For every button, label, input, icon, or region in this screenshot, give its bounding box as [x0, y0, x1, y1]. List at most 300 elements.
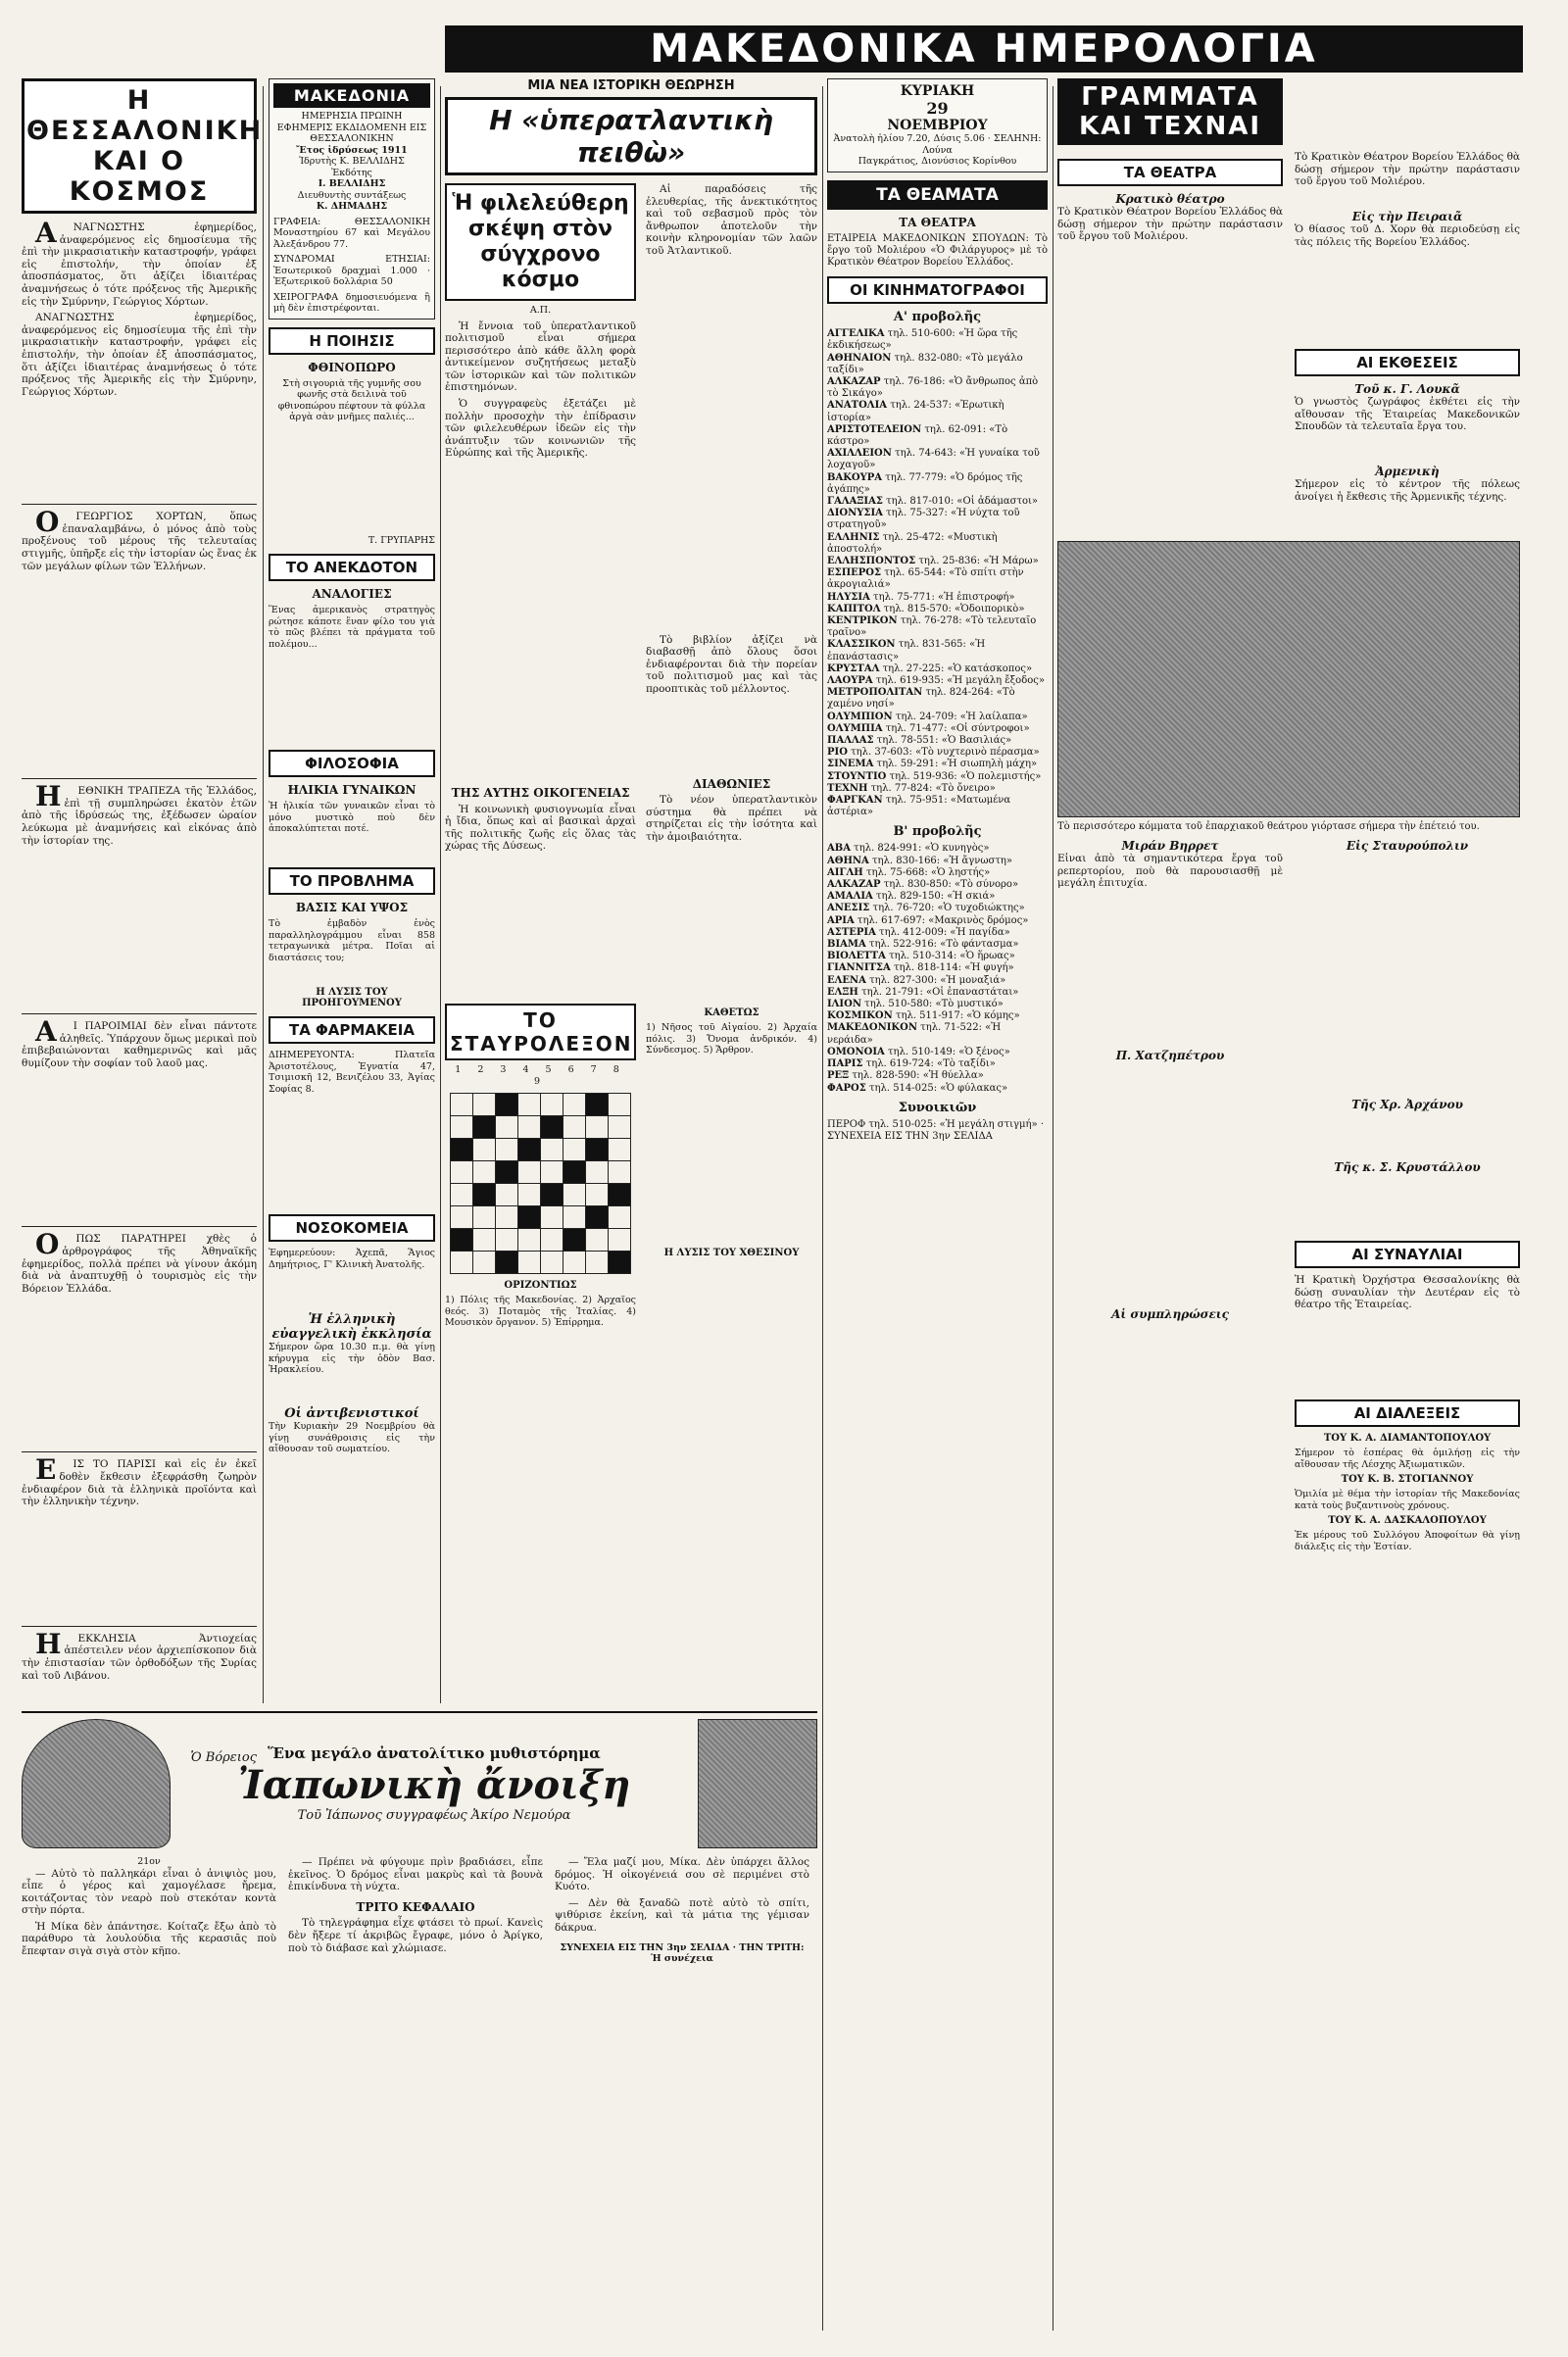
cinema-name: ΜΑΚΕΔΟΝΙΚΟΝ [827, 1022, 917, 1034]
photo-caption: Τὸ περισσότερο κόμματα τοῦ ἐπαρχιακοῦ θεάτρου γιόρτασε σήμερα τὴν ἐπέτειό του. [1057, 821, 1480, 832]
spacer [22, 851, 257, 1007]
lectures-title: ΑΙ ΔΙΑΛΕΞΕΙΣ [1295, 1399, 1520, 1427]
cinema-entry [827, 747, 1048, 759]
theater-sub: ΤΑ ΘΕΑΤΡΑ [899, 215, 976, 229]
serial-paragraph-5: — Ἔλα μαζί μου, Μίκα. Δὲν ὑπάρχει ἄλλος δρόμος. Ἡ οἰκογένειά σου σὲ περιμένει στὸ Κυότο. [555, 1856, 809, 1893]
serial-section [22, 1711, 817, 2340]
cinema-film: τηλ. 830-166: «Ἡ ἄγνωστη» [872, 855, 1012, 866]
cinema-film: τηλ. 37-603: «Τὸ νυχτερινὸ πέρασμα» [851, 747, 1040, 759]
cinema-name: ΟΛΥΜΠΙΟΝ [827, 711, 893, 722]
cinema-name: ΑΣΤΕΡΙΑ [827, 926, 876, 938]
cinema-name: ΟΛΥΜΠΙΑ [827, 722, 883, 734]
lecture1-text: Σήμερον τὸ ἑσπέρας θὰ ὁμιλήσῃ εἰς τὴν αἴθουσαν τῆς Λέσχης Ἀξιωματικῶν. [1295, 1448, 1520, 1470]
cinema-entry [827, 448, 1048, 471]
cinema-name: ΑΛΚΑΖΑΡ [827, 879, 881, 891]
antievangelist: Τὴν Κυριακὴν 29 Νοεμβρίου θὰ γίνῃ συνάθροισις εἰς τὴν αἴθουσαν τοῦ σωματείου. [269, 1421, 435, 1454]
poet: Τ. ΓΡΥΠΑΡΗΣ [368, 534, 435, 546]
tour-text: Ὁ θίασος τοῦ Δ. Χορν θὰ περιοδεύσῃ εἰς τὰς πόλεις τῆς Βορείου Ἑλλάδος. [1295, 223, 1520, 248]
crossword-left [445, 1004, 636, 1329]
cinema-name: ΣΙΝΕΜΑ [827, 759, 874, 770]
cinema-entry [827, 1010, 1048, 1022]
cinema-name: ΛΑΟΥΡΑ [827, 675, 873, 686]
ex2-title: Ἀρμενικὴ [1375, 465, 1440, 478]
crossword-right [646, 1004, 817, 1329]
left-headline-box [22, 78, 264, 214]
cinema-film: τηλ. 829-150: «Ἡ σκιά» [875, 891, 996, 903]
hospital-title: ΝΟΣΟΚΟΜΕΙΑ [269, 1214, 435, 1242]
cinema-name: ΕΛΛΗΝΙΣ [827, 531, 880, 543]
spacer [22, 576, 257, 772]
serial-col-2 [288, 1856, 543, 1965]
solution-label: Η ΛΥΣΙΣ ΤΟΥ ΠΡΟΗΓΟΥΜΕΝΟΥ [302, 987, 402, 1008]
cinema-film: τηλ. 62-091: «Τὸ κάστρο» [827, 423, 1008, 447]
cinema-name: ΑΝΑΤΟΛΙΑ [827, 400, 888, 412]
cinema-film: τηλ. 510-600: «Ἡ ὥρα τῆς ἐκδικήσεως» [827, 328, 1018, 352]
cinema-film: τηλ. 619-935: «Ἡ μεγάλη ἔξοδος» [875, 675, 1045, 686]
philosophy-title: ΦΙΛΟΣΟΦΙΑ [269, 750, 435, 777]
cinema-entry [827, 771, 1048, 783]
cinema-film: τηλ. 21-791: «Οἱ ἐπαναστάται» [861, 986, 1019, 998]
cinema-entry [827, 615, 1048, 639]
serial-installment: 21ον [137, 1856, 161, 1867]
cinema-name: ΡΙΟ [827, 747, 848, 759]
problem-sub: ΒΑΣΙΣ ΚΑΙ ΥΨΟΣ [295, 901, 409, 914]
play-title: Μιράν Βηρρετ [1121, 839, 1219, 853]
serial-columns [22, 1856, 817, 1965]
cinema-name: ΑΝΕΣΙΣ [827, 903, 870, 914]
cinema-entry [827, 353, 1048, 376]
philosophy: Ἡ ἡλικία τῶν γυναικῶν εἶναι τὸ μόνο μυστικὸ ποὺ δὲν ἀποκαλύπτεται ποτέ. [269, 801, 435, 834]
poetry-title: Η ΠΟΙΗΣΙΣ [269, 327, 435, 355]
cinema-film: τηλ. 510-580: «Τὸ μυστικό» [864, 999, 1004, 1010]
cinema-entry [827, 951, 1048, 962]
article-col-2 [646, 183, 817, 994]
cinema-entry [827, 712, 1048, 723]
cinema-name: ΒΙΑΜΑ [827, 939, 866, 951]
cinema-film: τηλ. 59-291: «Ἡ σιωπηλὴ μάχη» [876, 759, 1038, 770]
theaters-column [827, 78, 1048, 1143]
anecdote-sub: ΑΝΑΛΟΓΙΕΣ [312, 587, 392, 601]
cinema-name: ΠΑΡΙΣ [827, 1058, 863, 1070]
arts-upper [1057, 151, 1523, 537]
date-num: 29 [926, 99, 949, 118]
article-headline-box [445, 97, 817, 175]
spacer [1057, 1321, 1283, 1615]
cinema-entry [827, 592, 1048, 604]
cinema-name: ΣΤΟΥΝΤΙΟ [827, 770, 887, 782]
cinema-film: τηλ. 78-551: «Ὁ Βασιλιάς» [876, 735, 1012, 747]
spacer [1057, 1062, 1283, 1307]
publisher-label: Ἐκδότης [331, 167, 372, 178]
arts-header: ΓΡΑΜΜΑΤΑ ΚΑΙ ΤΕΧΝΑΙ [1057, 78, 1283, 145]
crossword-numbers: 1 2 3 4 5 6 7 8 9 [455, 1064, 626, 1087]
cinema-entry [827, 1047, 1048, 1058]
cinema-film: τηλ. 815-570: «Ὁδοιπορικὸ» [883, 603, 1025, 614]
cinema-entry [827, 328, 1048, 352]
serial-kicker: Ἕνα μεγάλο ἀνατολίτικο μυθιστόρημα [268, 1744, 601, 1762]
cinema-name: ΑΡΙΣΤΟΤΕΛΕΙΟΝ [827, 423, 922, 435]
article-col-1 [445, 183, 636, 994]
cinema-name: ΕΛΕΝΑ [827, 974, 866, 986]
cinema-name: ΚΡΥΣΤΑΛ [827, 663, 880, 674]
cinema-entry [827, 939, 1048, 951]
cinema-entry [827, 687, 1048, 711]
ex1-title: Τοῦ κ. Γ. Λουκᾶ [1354, 382, 1460, 396]
lecture2-text: Ὁμιλία μὲ θέμα τὴν ἱστορίαν τῆς Μακεδονίας κατὰ τοὺς βυζαντινοὺς χρόνους. [1295, 1489, 1520, 1511]
anecdote: Ἕνας ἀμερικανὸς στρατηγὸς ρώτησε κάποτε ἕναν φίλο του γιὰ τὸ πῶς βλέπει τὰ πράγματα τοῦ πολέμου... [269, 605, 435, 650]
spacer [646, 262, 817, 634]
arts-left [1057, 151, 1283, 537]
column-rule [1053, 86, 1054, 2331]
cinema-film: τηλ. 77-779: «Ὁ δρόμος τῆς ἀγάπης» [827, 471, 1023, 495]
article-columns [445, 183, 817, 994]
founded: Ἔτος ἱδρύσεως 1911 [296, 144, 408, 156]
date-box [827, 78, 1048, 172]
spacer [445, 857, 636, 994]
dialogues-text: Τὸ νέον ὑπερατλαντικὸν σύστημα θὰ πρέπει νὰ στηρίζεται εἰς τὴν ἰσότητα καὶ τὴν ἀμοιβαιότητα. [646, 794, 817, 843]
article-text-1 [445, 320, 636, 995]
serial-illustration [698, 1719, 817, 1848]
cinema-entry [827, 556, 1048, 567]
cinema-entry [827, 508, 1048, 531]
cinema-film: τηλ. 519-936: «Ὁ πολεμιστής» [889, 770, 1042, 782]
serial-col-3 [555, 1856, 809, 1965]
subscriptions: ΣΥΝΔΡΟΜΑΙ ΕΤΗΣΙΑΙ: Ἐσωτερικοῦ δραχμαὶ 1.000 · Ἐξωτερικοῦ δολλάρια 50 [273, 254, 430, 287]
cinema-film: τηλ. 522-916: «Τὸ φάντασμα» [868, 939, 1019, 951]
cinema-name: ΚΟΣΜΙΚΟΝ [827, 1010, 893, 1022]
arts-intro: Τὸ Κρατικὸν Θέατρον Βορείου Ἑλλάδος θὰ δώσῃ σήμερον τὴν πρώτην παράστασιν τοῦ ἔργου τοῦ Μολιέρου. [1295, 151, 1520, 188]
cinema-name: ΑΜΑΛΙΑ [827, 891, 873, 903]
cinema-entry [827, 1070, 1048, 1082]
lecture3-text: Ἐκ μέρους τοῦ Συλλόγου Ἀποφοίτων θὰ γίνῃ διάλεξις εἰς τὴν Ἑστίαν. [1295, 1530, 1520, 1552]
cinema-name: ΚΕΝΤΡΙΚΟΝ [827, 614, 898, 626]
left-paragraph-5: ΟΠΩΣ ΠΑΡΑΤΗΡΕΙ χθὲς ὁ ἀρθρογράφος τῆς Ἀθηναϊκῆς ἐφημερίδος, πολλὰ πρέπει νὰ γίνουν ἀκόμη διὰ νὰ ἀναπτυχθῇ ὁ τουρισμὸς εἰς τὴν Βόρειον Ἑλλάδα. [22, 1228, 257, 1295]
left-paragraph-2: ΟΓΕΩΡΓΙΟΣ ΧΟΡΤΩΝ, ὅπως ἐπαναλαμβάνω, ὁ μόνος ἀπὸ τοὺς προξένους τοῦ μέρους τῆς τελευταίας στιγμῆς, ὑπῆρξε εἰς τὴν ἱστορίαν ὡς ἕνας ἐκ τῶν μεγάλων φίλων τῶν Ἑλλήνων. [22, 506, 257, 572]
left-paragraph-1: ΑΝΑΓΝΩΣΤΗΣ ἐφημερίδος, ἀναφερόμενος εἰς δημοσίευμα τῆς ἐπὶ τὴν μικρασιατικὴν καταστροφήν, γράφει εἰς ἐπιστολήν, τὴν ὁποίαν ἐξ ἀποσπάσματος, ὅτι ἀξίζει ἰδιαιτέρας ἀναμνήσεως ὁ τότε πρόξενος τῆς Ἀμερικῆς εἰς τὴν Σμύρνην, Γεώργιος Χόρτων. [22, 217, 257, 308]
cinema-film: τηλ. 65-544: «Τὸ σπίτι στὴν ἀκρογιαλιά» [827, 567, 1024, 591]
antievangelist-title: Οἱ ἀντιβενιστικοί [284, 1406, 419, 1421]
arts-lower [1057, 839, 1523, 1615]
date-info: Ἀνατολὴ ἡλίου 7.20, Δύσις 5.06 · ΣΕΛΗΝΗ: Λούνα [833, 133, 1042, 156]
serial-paragraph-2: Ἡ Μίκα δὲν ἀπάντησε. Κοίταζε ἔξω ἀπὸ τὸ παράθυρο τὰ λουλούδια τῆς κερασιᾶς ποὺ ἔπεφταν σιγὰ σιγὰ στὸν κῆπο. [22, 1920, 276, 1958]
cinema-entry [827, 975, 1048, 987]
cinema-film: τηλ. 25-836: «Ἡ Μάρω» [918, 555, 1039, 566]
across-clues: 1) Πόλις τῆς Μακεδονίας. 2) Ἀρχαῖος θεός. 3) Ποταμὸς τῆς Ἰταλίας. 4) Μουσικὸν ὄργανον. 5) Ἐπίρρημα. [445, 1295, 636, 1328]
cinema-entry [827, 675, 1048, 687]
lecture1-title: ΤΟΥ Κ. Α. ΔΙΑΜΑΝΤΟΠΟΥΛΟΥ [1323, 1433, 1492, 1444]
serial-paragraph-6: — Δὲν θὰ ξαναδῶ ποτὲ αὐτὸ τὸ σπίτι, ψιθύρισε ἐκείνη, καὶ τὰ μάτια της γέμισαν δάκρυα. [555, 1896, 809, 1934]
spacer [22, 1512, 257, 1620]
arts-lower-right [1295, 839, 1520, 1615]
cinema-film: τηλ. 817-010: «Οἱ ἀδάμαστοι» [886, 495, 1039, 507]
cinema-entry [827, 891, 1048, 903]
ex2-text: Σήμερον εἰς τὸ κέντρον τῆς πόλεως ἀνοίγει ἡ ἔκθεσις τῆς Ἀρμενικῆς τέχνης. [1295, 478, 1520, 503]
manuscripts: ΧΕΙΡΟΓΡΑΦΑ δημοσιευόμενα ἢ μὴ δὲν ἐπιστρέφονται. [273, 291, 430, 314]
cinema-entry [827, 532, 1048, 556]
cinema-film: τηλ. 511-917: «Ὁ κόμης» [895, 1010, 1020, 1022]
other2-title: Τῆς κ. Σ. Κρυστάλλου [1334, 1160, 1481, 1174]
ex1-text: Ὁ γνωστὸς ζωγράφος ἐκθέτει εἰς τὴν αἴθουσαν τῆς Ἑταιρείας Μακεδονικῶν Σπουδῶν τὰ τελευταῖα ἔργα του. [1295, 396, 1520, 433]
left-paragraph-7: ΗΕΚΚΛΗΣΙΑ Ἀντιοχείας ἀπέστειλεν νέον ἀρχιεπίσκοπον διὰ τὴν ἐπιστασίαν τῶν ὀρθοδόξων τῆς Συρίας καὶ τοῦ Λιβάνου. [22, 1627, 257, 1682]
cinema-name: ΦΑΡΟΣ [827, 1082, 866, 1094]
paper-sub: ΗΜΕΡΗΣΙΑ ΠΡΩΙΝΗ ΕΦΗΜΕΡΙΣ ΕΚΔΙΔΟΜΕΝΗ ΕΙΣ ΘΕΣΣΑΛΟΝΙΚΗΝ [276, 111, 427, 144]
cinema-name: ΙΛΙΟΝ [827, 999, 861, 1010]
date-month: ΝΟΕΜΒΡΙΟΥ [887, 118, 988, 133]
article-paragraph-3: Αἱ παραδόσεις τῆς ἐλευθερίας, τῆς ἀνεκτικότητος καὶ τοῦ σεβασμοῦ πρὸς τὸν ἄνθρωπον ἀποτελοῦν τὴν κοινὴν κληρονομίαν τῶν λαῶν τοῦ Ἀτλαντικοῦ. [646, 183, 817, 257]
subheadline-box [445, 183, 636, 301]
cinema-name: ΑΛΚΑΖΑΡ [827, 375, 881, 387]
spacer [646, 848, 817, 965]
arts-theater-title: ΤΑ ΘΕΑΤΡΑ [1057, 159, 1283, 186]
divider [22, 1013, 257, 1014]
other-title: Τῆς Χρ. Ἀρχάνου [1351, 1098, 1463, 1111]
cinema-film: τηλ. 824-991: «Ὁ κυνηγὸς» [854, 843, 990, 855]
cinema-film: τηλ. 27-225: «Ὁ κατάσκοπος» [882, 663, 1033, 674]
cinema-film: τηλ. 510-149: «Ὁ ξένος» [887, 1046, 1010, 1057]
spacer [1295, 1111, 1520, 1160]
masthead-title: ΜΑΚΕΔΟΝΙΚΑ ΗΜΕΡΟΛΟΓΙΑ [650, 26, 1318, 72]
cinema-entry [827, 663, 1048, 675]
serial-author: Τοῦ Ἰάπωνος συγγραφέως Ἀκίρο Νεμούρα [297, 1808, 571, 1823]
divider [22, 1226, 257, 1227]
newspaper-page [22, 18, 1546, 2340]
founder: Ἱδρυτὴς Κ. ΒΕΛΛΙΔΗΣ [299, 156, 405, 167]
church: Σήμερον ὥρα 10.30 π.μ. θὰ γίνῃ κήρυγμα εἰς τὴν ὁδὸν Βασ. Ἡρακλείου. [269, 1342, 435, 1375]
spacer [1295, 1174, 1520, 1233]
center-article [445, 78, 817, 1329]
cinema-title: ΟΙ ΚΙΝΗΜΑΤΟΓΡΑΦΟΙ [827, 276, 1048, 304]
cinema-film: τηλ. 76-720: «Ὁ τυχοδιώκτης» [872, 903, 1025, 914]
offices: ΓΡΑΦΕΙΑ: ΘΕΣΣΑΛΟΝΙΚΗ Μοναστηρίου 67 καὶ Μεγάλου Ἀλεξάνδρου 77. [273, 216, 430, 250]
cinema-name: ΜΕΤΡΟΠΟΛΙΤΑΝ [827, 687, 923, 699]
spacer [445, 464, 636, 787]
serial-continued: ΣΥΝΕΧΕΙΑ ΕΙΣ ΤΗΝ 3ην ΣΕΛΙΔΑ · ΤΗΝ ΤΡΙΤΗ: Ἡ συνέχεια [560, 1941, 805, 1965]
cinema-film: τηλ. 76-278: «Τὸ τελευταῖο τραῖνο» [827, 614, 1037, 639]
cinema-film: τηλ. 514-025: «Ὁ φύλακας» [868, 1082, 1008, 1094]
cinema-entry [827, 735, 1048, 747]
cinema-entry [827, 496, 1048, 508]
cinema-entry [827, 999, 1048, 1010]
cinema-entry [827, 927, 1048, 939]
down-clues: 1) Νῆσος τοῦ Αἰγαίου. 2) Ἀρχαία πόλις. 3) Ὄνομα ἀνδρικόν. 4) Σύνδεσμος. 5) Ἄρθρον. [646, 1022, 817, 1056]
spacer [22, 1299, 257, 1446]
cinema-name: ΚΑΠΙΤΟΛ [827, 603, 881, 614]
cinema-entry [827, 1083, 1048, 1095]
cinema-film: τηλ. 619-724: «Τὸ ταξίδι» [865, 1058, 996, 1070]
cinema-film: τηλ. 818-114: «Ἡ φυγή» [893, 962, 1014, 974]
info-column [269, 18, 435, 1455]
cinema-entry [827, 856, 1048, 867]
spacer [646, 700, 817, 778]
serial-paragraph-3: — Πρέπει νὰ φύγουμε πρὶν βραδιάσει, εἶπε ἐκεῖνος. Ὁ δρόμος εἶναι μακρὺς καὶ τὰ βουνὰ ἐπικίνδυνα τὴ νύχτα. [288, 1856, 543, 1893]
divider [22, 1451, 257, 1452]
cinema-entry [827, 987, 1048, 999]
cinema-name: ΟΜΟΝΟΙΑ [827, 1046, 885, 1057]
cinema-entry [827, 1022, 1048, 1046]
cinema-entry [827, 759, 1048, 770]
cinema-name: ΕΛΞΗ [827, 986, 858, 998]
church-title: Ἡ ἑλληνικὴ εὐαγγελικὴ ἐκκλησία [271, 1312, 432, 1342]
play-text: Εἶναι ἀπὸ τὰ σημαντικότερα ἔργα τοῦ ρεπερτορίου, ποὺ θὰ παρουσιασθῇ μὲ μεγάλη ἐπιτυχία. [1057, 853, 1283, 890]
meetings-text: Ἡ Κρατικὴ Ὀρχήστρα Θεσσαλονίκης θὰ δώσῃ συναυλίαν τὴν Δευτέραν εἰς τὸ θέατρο τῆς Ἑταιρείας. [1295, 1274, 1520, 1311]
cinema-name: ΔΙΟΝΥΣΙΑ [827, 508, 883, 519]
cinema-film: τηλ. 76-186: «Ὁ ἄνθρωπος ἀπὸ τὸ Σικάγο» [827, 375, 1039, 400]
crossword-title-box [445, 1004, 636, 1060]
cinema-film: τηλ. 831-565: «Ἡ ἐπανάστασις» [827, 639, 986, 663]
cinema-name: ΒΙΟΛΕΤΤΑ [827, 951, 886, 962]
cinema-name: ΑΧΙΛΛΕΙΟΝ [827, 448, 892, 460]
cinema-film: τηλ. 828-590: «Ἡ θύελλα» [852, 1070, 984, 1082]
cinema-name: ΑΙΓΛΗ [827, 866, 863, 878]
cinema-film: τηλ. 617-697: «Μακρινὸς δρόμος» [857, 914, 1029, 926]
cinema-entry [827, 867, 1048, 879]
left-paragraph-4: ΑΙ ΠΑΡΟΙΜΙΑΙ δὲν εἶναι πάντοτε ἀληθεῖς. Ὑπάρχουν ὅμως μερικαὶ ποὺ ἐπιβεβαιώνονται καθημερινῶς καὶ μᾶς θυμίζουν τὴν σοφίαν τοῦ λαοῦ μας. [22, 1015, 257, 1069]
exhibitions-title: ΑΙ ΕΚΘΕΣΕΙΣ [1295, 349, 1520, 376]
fest-title: Εἰς Σταυρούπολιν [1346, 839, 1469, 853]
cinema-film: τηλ. 75-668: «Ὁ ληστής» [865, 866, 991, 878]
cinema-entry [827, 843, 1048, 855]
crossword-title: ΤΟ ΣΤΑΥΡΟΛΕΞΟΝ [450, 1008, 633, 1056]
cinema-entry [827, 604, 1048, 615]
left-paragraph-1-repeat: ΑΝΑΓΝΩΣΤΗΣ ἐφημερίδος, ἀναφερόμενος εἰς δημοσίευμα τῆς ἐπὶ τὴν μικρασιατικὴν καταστροφήν, γράφει εἰς ἐπιστολήν, τὴν ὁποίαν ἐξ ἀποσπάσματος, ὅτι ἀξίζει ἰδιαιτέρας ἀναμνήσεως ὁ τότε πρόξενος τῆς Ἀμερικῆς εἰς τὴν Σμύρνην, Γεώργιος Χόρτων. [22, 312, 257, 398]
article-headline: Η «ὑπερατλαντικὴ πειθὼ» [489, 104, 773, 169]
article-text-2 [646, 183, 817, 965]
crossword-grid[interactable] [450, 1093, 631, 1274]
article-paragraph-2: Ὁ συγγραφεὺς ἐξετάζει μὲ πολλὴν προσοχὴν τὴν ἐπίδρασιν τῶν φιλελευθέρων ἰδεῶν εἰς τὴν ἀνάπτυξιν τῶν κοινωνιῶν τῆς Εὐρώπης καὶ τῆς Ἀμερικῆς. [445, 398, 636, 460]
serial-paragraph-4: Τὸ τηλεγράφημα εἶχε φτάσει τὸ πρωί. Κανεὶς δὲν ἤξερε τί ἀκριβῶς ἔγραφε, μόνο ὁ Ἀρίγκο, ποὺ τὸ διάβασε καὶ χλώμιασε. [288, 1917, 543, 1954]
theater-text: ΕΤΑΙΡΕΙΑ ΜΑΚΕΔΟΝΙΚΩΝ ΣΠΟΥΔΩΝ: Τὸ ἔργο τοῦ Μολιέρου «Ὁ Φιλάργυρος» μὲ τὸ Κρατικὸν Θέατρον Βορείου Ἑλλάδος. [827, 232, 1048, 268]
cinema-entry [827, 400, 1048, 423]
cinema-name: ΗΛΥΣΙΑ [827, 591, 870, 603]
cinema-film: τηλ. 75-327: «Ἡ νύχτα τοῦ στρατηγοῦ» [827, 508, 1020, 531]
crossword-section [445, 1004, 817, 1329]
director-label: Διευθυντὴς συντάξεως [297, 189, 407, 201]
cinema-sub-2: Β' προβολῆς [893, 824, 982, 840]
theater-photo [1057, 541, 1520, 817]
concert-title: Αἱ συμπληρώσεις [1111, 1307, 1229, 1321]
cinema-film: τηλ. 510-314: «Ὁ ἥρωας» [889, 951, 1015, 962]
cinema-list [827, 328, 1048, 818]
family-text: Ἡ κοινωνικὴ φυσιογνωμία εἶναι ἡ ἴδια, ὅπως καὶ αἱ βασικαὶ ἀρχαὶ τῆς πολιτικῆς ζωῆς εἰς ὅλας τὰς χώρας τῆς Δύσεως. [445, 803, 636, 853]
divider [22, 1626, 257, 1627]
spacer [22, 1073, 257, 1220]
suburbs-label: Συνοικιῶν [898, 1100, 977, 1115]
cinema-name: ΑΘΗΝΑΙΟΝ [827, 352, 892, 364]
suburbs: ΠΕΡΟΦ τηλ. 510-025: «Ἡ μεγάλη στιγμή» · ΣΥΝΕΧΕΙΑ ΕΙΣ ΤΗΝ 3ην ΣΕΛΙΔΑ [827, 1118, 1045, 1142]
cinema-name: ΑΘΗΝΑ [827, 855, 869, 866]
lecture3-title: ΤΟΥ Κ. Α. ΔΑΣΚΑΛΟΠΟΥΛΟΥ [1328, 1515, 1487, 1526]
left-paragraph-3: ΗΕΘΝΙΚΗ ΤΡΑΠΕΖΑ τῆς Ἑλλάδος, ἐπὶ τῇ συμπληρώσει ἑκατὸν ἐτῶν ἀπὸ τῆς ἱδρύσεώς της, ἐξέδωσεν ὡραίον λεύκωμα μὲ ἀναμνήσεις καὶ εἰκόνας ἀπὸ τὴν ἱστορίαν της. [22, 780, 257, 847]
serial-title: Ἰαπωνικὴ ἄνοιξη [237, 1762, 631, 1808]
serial-title-block [182, 1744, 686, 1823]
crossword-solution-title: Η ΛΥΣΙΣ ΤΟΥ ΧΘΕΣΙΝΟΥ [663, 1248, 800, 1258]
left-paragraph-6: ΕΙΣ ΤΟ ΠΑΡΙΣΙ καὶ εἰς ἐν ἐκεῖ δοθὲν ἔκθεσιν ἐξεφράσθη ζωηρὸν ἐνδιαφέρον διὰ τὰ ἑλληνικὰ προϊόντα καὶ τὴν ἑλληνικὴν τέχνην. [22, 1453, 257, 1508]
cinema-name: ΓΙΑΝΝΙΤΣΑ [827, 962, 891, 974]
lecture2-title: ΤΟΥ Κ. Β. ΣΤΟΓΙΑΝΝΟΥ [1341, 1474, 1474, 1485]
dialogues-title: ΔΙΑΘΩΝΙΕΣ [692, 776, 771, 791]
problem-title: ΤΟ ΠΡΟΒΛΗΜΑ [269, 867, 435, 895]
cinema-film: τηλ. 832-080: «Τὸ μεγάλο ταξίδι» [827, 352, 1023, 375]
left-column [22, 18, 264, 1766]
article-subheadline: Ἡ φιλελεύθερη σκέψη στὸν σύγχρονο κόσμο [452, 191, 629, 292]
serial-portrait [22, 1719, 171, 1848]
director: Κ. ΔΗΜΑΔΗΣ [316, 201, 388, 212]
column-rule [263, 86, 264, 1703]
poem: Στὴ σιγουριὰ τῆς γυμνῆς σου φωνῆς στὰ δειλινὰ τοῦ φθινοπώρου πέφτουν τὰ φύλλα ἀργὰ σὰν μνῆμες παλιές... [277, 377, 426, 422]
cinema-film: τηλ. 75-771: «Ἡ ἐπιστροφή» [873, 591, 1015, 603]
cinema-entry [827, 424, 1048, 448]
left-article [22, 217, 257, 1744]
philosophy-sub: ΗΛΙΚΙΑ ΓΥΝΑΙΚΩΝ [287, 783, 416, 797]
tour-title: Εἰς τὴν Πειραιᾶ [1351, 210, 1463, 223]
cinema-name: ΡΕΞ [827, 1070, 850, 1082]
cinema-name: ΑΓΓΕΛΙΚΑ [827, 328, 885, 340]
cinema-name: ΚΛΑΣΣΙΚΟΝ [827, 639, 896, 651]
cinema-entry [827, 915, 1048, 927]
arts-right [1295, 151, 1520, 537]
paper-info-box [269, 78, 435, 319]
serial-header [22, 1719, 817, 1848]
across-title: ΟΡΙΖΟΝΤΙΩΣ [504, 1280, 577, 1291]
cinema-film: τηλ. 71-522: «Ἡ νεράιδα» [827, 1022, 1002, 1046]
cinema-film: τηλ. 830-850: «Τὸ σύνορο» [883, 879, 1019, 891]
divider [22, 778, 257, 779]
cinema-entry [827, 639, 1048, 663]
cinema-film: τηλ. 74-643: «Ἡ γυναίκα τοῦ λοχαγοῦ» [827, 448, 1040, 471]
anecdote-title: ΤΟ ΑΝΕΚΔΟΤΟΝ [269, 554, 435, 581]
divider [22, 504, 257, 505]
masthead-banner [445, 25, 1523, 73]
article-paragraph-1: Ἡ ἔννοια τοῦ ὑπερατλαντικοῦ πολιτισμοῦ εἶναι σήμερα περισσότερο ἀπὸ κάθε ἄλλη φορὰ ἀντικείμενον συζητήσεως μεταξὺ τῶν ἱστορικῶν καὶ τῶν πολιτικῶν ἐπιστημόνων. [445, 319, 636, 394]
serial-paragraph-1: — Αὐτὸ τὸ παλληκάρι εἶναι ὁ ἀνιψιὸς μου, εἶπε ὁ γέρος καὶ χαμογέλασε ἤρεμα, κοιτάζοντας τὸν νεαρὸ ποὺ στεκόταν κοντὰ στὴν πόρτα. [22, 1867, 276, 1917]
cinema-entry [827, 795, 1048, 818]
pharmacy-title: ΤΑ ΦΑΡΜΑΚΕΙΑ [269, 1016, 435, 1044]
article-paragraph-4: Τὸ βιβλίον ἀξίζει νὰ διαβασθῇ ἀπὸ ὅλους ὅσοι ἐνδιαφέρονται διὰ τὴν πορείαν τοῦ πολιτισμοῦ μας καὶ τὰς προοπτικὰς τοῦ μέλλοντος. [646, 633, 817, 695]
left-signature: Ὁ Βόρειος [190, 1750, 257, 1766]
cinema-entry [827, 376, 1048, 400]
pharmacy: ΔΙΗΜΕΡΕΥΟΝΤΑ: Πλατεῖα Ἀριστοτέλους, Ἐγνατία 47, Τσιμισκῆ 12, Βενιζέλου 33, Ἁγίας Σοφίας 8. [269, 1050, 435, 1095]
left-paragraph-1-cont [22, 312, 257, 498]
cinema-name: ΑΒΑ [827, 843, 851, 855]
poem-title: ΦΘΙΝΟΠΩΡΟ [308, 360, 396, 374]
problem: Τὸ ἐμβαδὸν ἑνὸς παραλληλογράμμου εἶναι 858 τετραγωνικὰ μέτρα. Ποῖαι αἱ διαστάσεις του; [269, 918, 435, 963]
theaters-section-title: ΤΑ ΘΕΑΜΑΤΑ [827, 180, 1048, 210]
cinema-name: ΤΕΧΝΗ [827, 782, 868, 794]
music-title: Π. Χατζηπέτρου [1115, 1049, 1225, 1062]
cinema-entry [827, 903, 1048, 914]
meetings-title: ΑΙ ΣΥΝΑΥΛΙΑΙ [1295, 1241, 1520, 1268]
cinema-entry [827, 1058, 1048, 1070]
cinema-film: τηλ. 24-709: «Ἡ λαίλαπα» [895, 711, 1028, 722]
cinema-entry [827, 472, 1048, 496]
spacer [1295, 853, 1520, 1098]
arts-lower-left [1057, 839, 1283, 1615]
cinema-film: τηλ. 77-824: «Τὸ ὄνειρο» [870, 782, 996, 794]
serial-chapter: ΤΡΙΤΟ ΚΕΦΑΛΑΙΟ [356, 1899, 475, 1914]
cinema-entry [827, 879, 1048, 891]
cinema-film: τηλ. 25-472: «Μυστικὴ ἀποστολή» [827, 531, 998, 555]
cinema-entry [827, 567, 1048, 591]
article-kicker: ΜΙΑ ΝΕΑ ΙΣΤΟΡΙΚΗ ΘΕΩΡΗΣΗ [527, 78, 735, 93]
cinema-entry [827, 723, 1048, 735]
cinema-sub: Α' προβολῆς [893, 310, 982, 325]
cinema-film: τηλ. 24-537: «Ἐρωτικὴ ἱστορία» [827, 400, 1004, 423]
cinema-film: τηλ. 827-300: «Ἡ μοναξιά» [869, 974, 1006, 986]
cinema-name: ΓΑΛΑΞΙΑΣ [827, 495, 883, 507]
down-title: ΚΑΘΕΤΩΣ [704, 1007, 760, 1018]
family-title: ΤΗΣ ΑΥΤΗΣ ΟΙΚΟΓΕΝΕΙΑΣ [451, 786, 630, 801]
arts-column [1057, 78, 1523, 1615]
